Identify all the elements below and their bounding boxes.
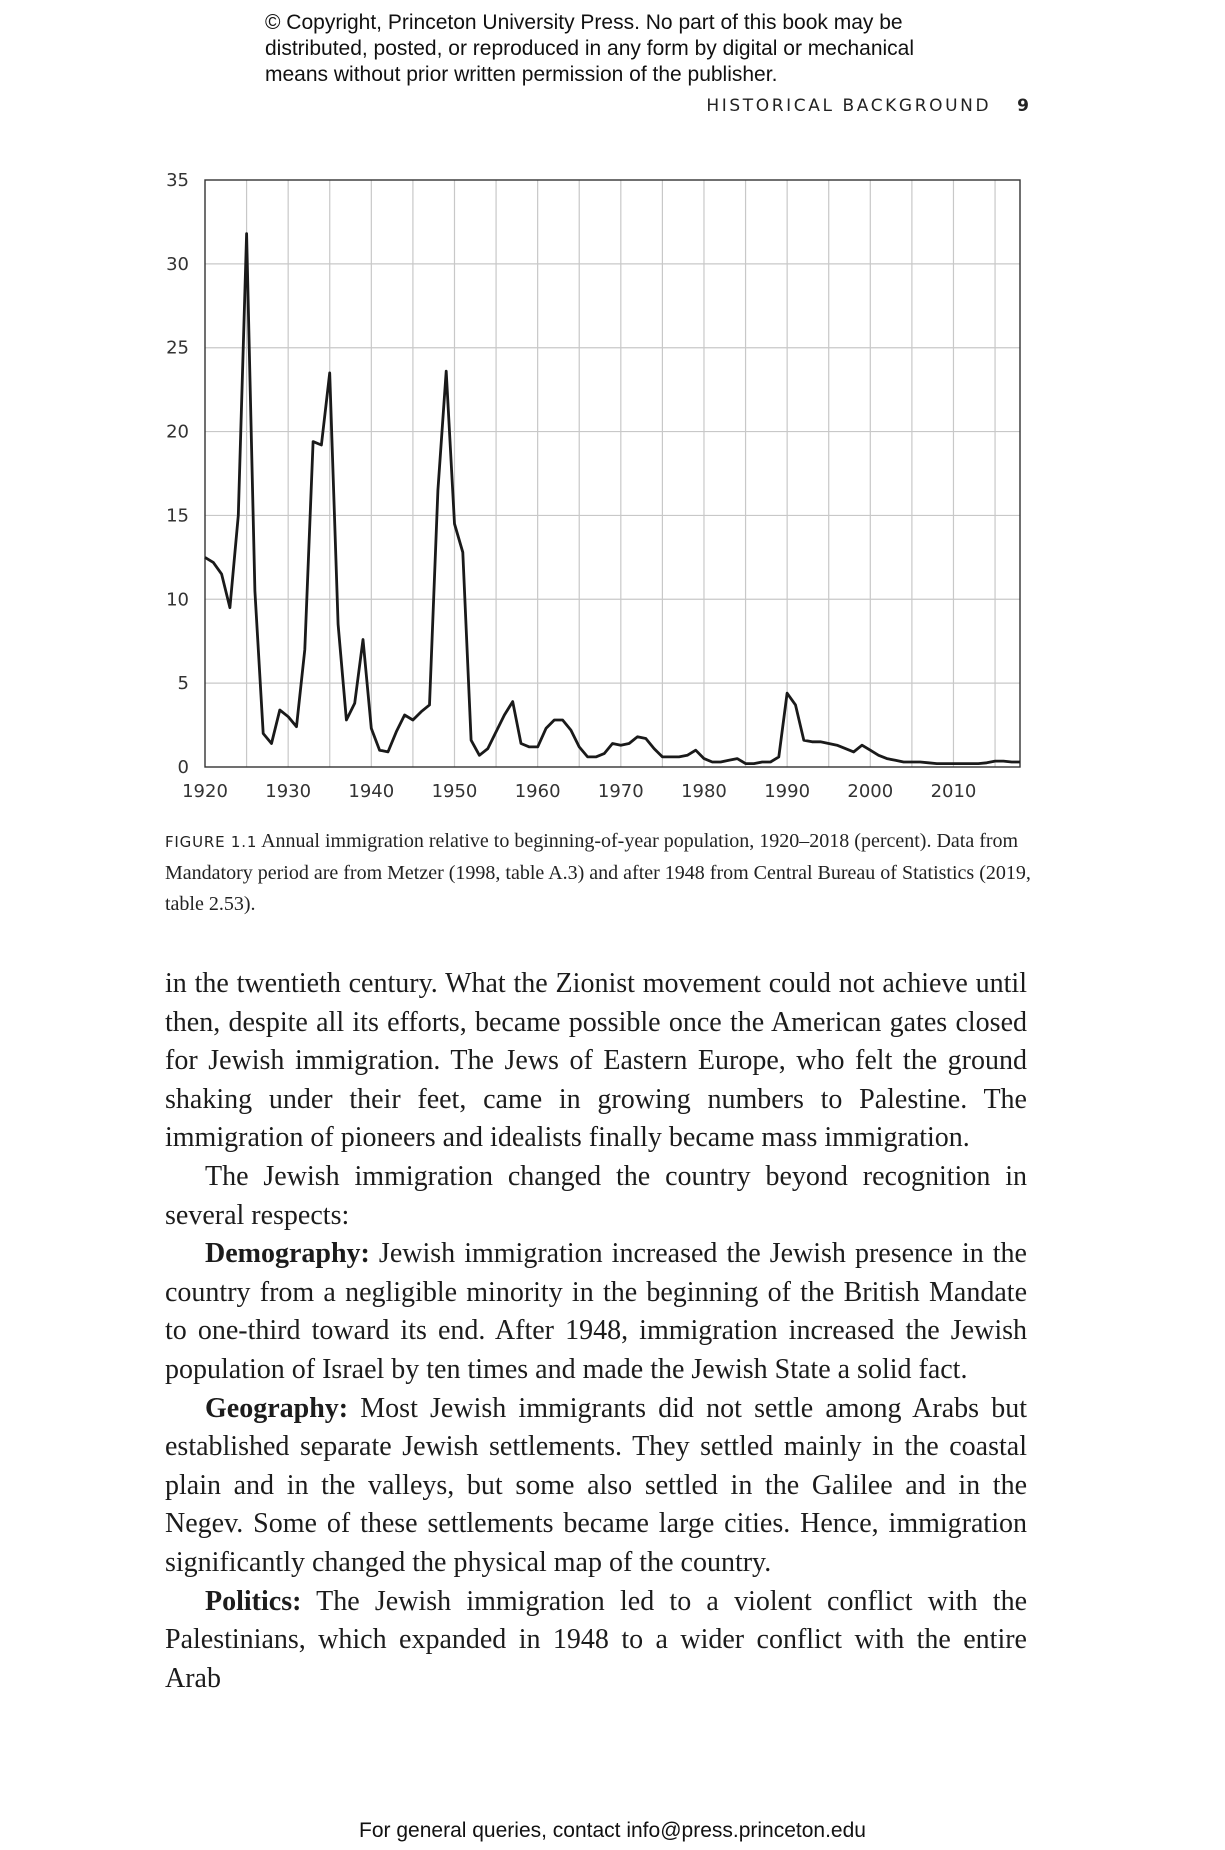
paragraph-politics [165,1583,1027,1699]
figure-caption-text: Annual immigration relative to beginning-of-year population, 1920–2018 (percent). Data from Mandatory period are from Metzer (1998, table A.3) and after 1948 from Central Bureau of Statistics (2019, table 2.53). [165,830,1031,915]
y-tick-label: 30 [166,253,189,275]
copyright-line: distributed, posted, or reproduced in any form by digital or mechanical [265,37,915,60]
paragraph-text: Jewish immigration increased the Jewish presence in the country from a negligible minority in the beginning of the British Mandate to one-third toward its end. After 1948, immigration increased the Jewish population of Israel by ten times and made the Jewish State a solid fact. [165,1238,1027,1385]
running-head-title: HISTORICAL BACKGROUND [706,96,992,116]
y-tick-label: 5 [177,673,189,695]
paragraph-geography [165,1390,1027,1583]
x-tick-label: 1950 [431,781,478,800]
paragraph-text: The Jewish immigration led to a violent conflict with the Palestinians, which expanded in 1948 to a wider conflict with the entire Arab [165,1585,1027,1694]
y-tick-label: 15 [166,505,189,527]
x-tick-label: 2000 [847,781,894,800]
paragraph-demography [165,1235,1027,1389]
figure-label: FIGURE 1.1 [165,833,258,851]
copyright-line: © Copyright, Princeton University Press. No part of this book may be [265,11,903,34]
run-in-heading: Geography: [205,1392,349,1424]
run-in-heading: Demography: [205,1238,370,1270]
y-tick-label: 10 [166,589,189,611]
y-tick-label: 35 [166,170,189,191]
copyright-line: means without prior written permission of the publisher. [265,63,778,86]
immigration-line-chart [155,160,1035,800]
y-tick-label: 25 [166,337,189,359]
x-tick-label: 1920 [182,781,228,800]
x-tick-label: 1970 [597,781,644,800]
paragraph: The Jewish immigration changed the country beyond recognition in several respects: [165,1160,1027,1231]
series-line [205,234,1020,764]
x-tick-label: 2010 [930,781,977,800]
plot-frame [205,180,1020,767]
y-tick-label: 0 [177,757,189,778]
footer-contact: For general queries, contact info@press.princeton.edu [359,1819,866,1842]
x-tick-label: 1960 [514,781,561,800]
running-head [706,96,1029,116]
paragraph-text: Most Jewish immigrants did not settle among Arabs but established separate Jewish settlements. They settled mainly in the coastal plain and in the valleys, but some also settled in the Galilee and in the Negev. Some of these settlements became large cities. Hence, immigration significantly changed the physical map of the country. [165,1392,1027,1578]
copyright-notice [265,10,1025,88]
x-tick-label: 1940 [348,781,395,800]
x-tick-label: 1990 [764,781,811,800]
x-tick-label: 1930 [265,781,312,800]
x-tick-label: 1980 [681,781,727,800]
y-tick-label: 20 [166,421,189,443]
page-number: 9 [1017,96,1029,116]
body-text [165,965,1027,1698]
run-in-heading: Politics: [205,1585,302,1617]
figure-caption [165,826,1045,920]
paragraph: in the twentieth century. What the Zionist movement could not achieve until then, despite all its efforts, became possible once the American gates closed for Jewish immigration. The Jews of Eastern Europe, who felt the ground shaking under their feet, came in growing numbers to Palestine. The immigration of pioneers and idealists finally became mass immigration. [165,968,1027,1154]
